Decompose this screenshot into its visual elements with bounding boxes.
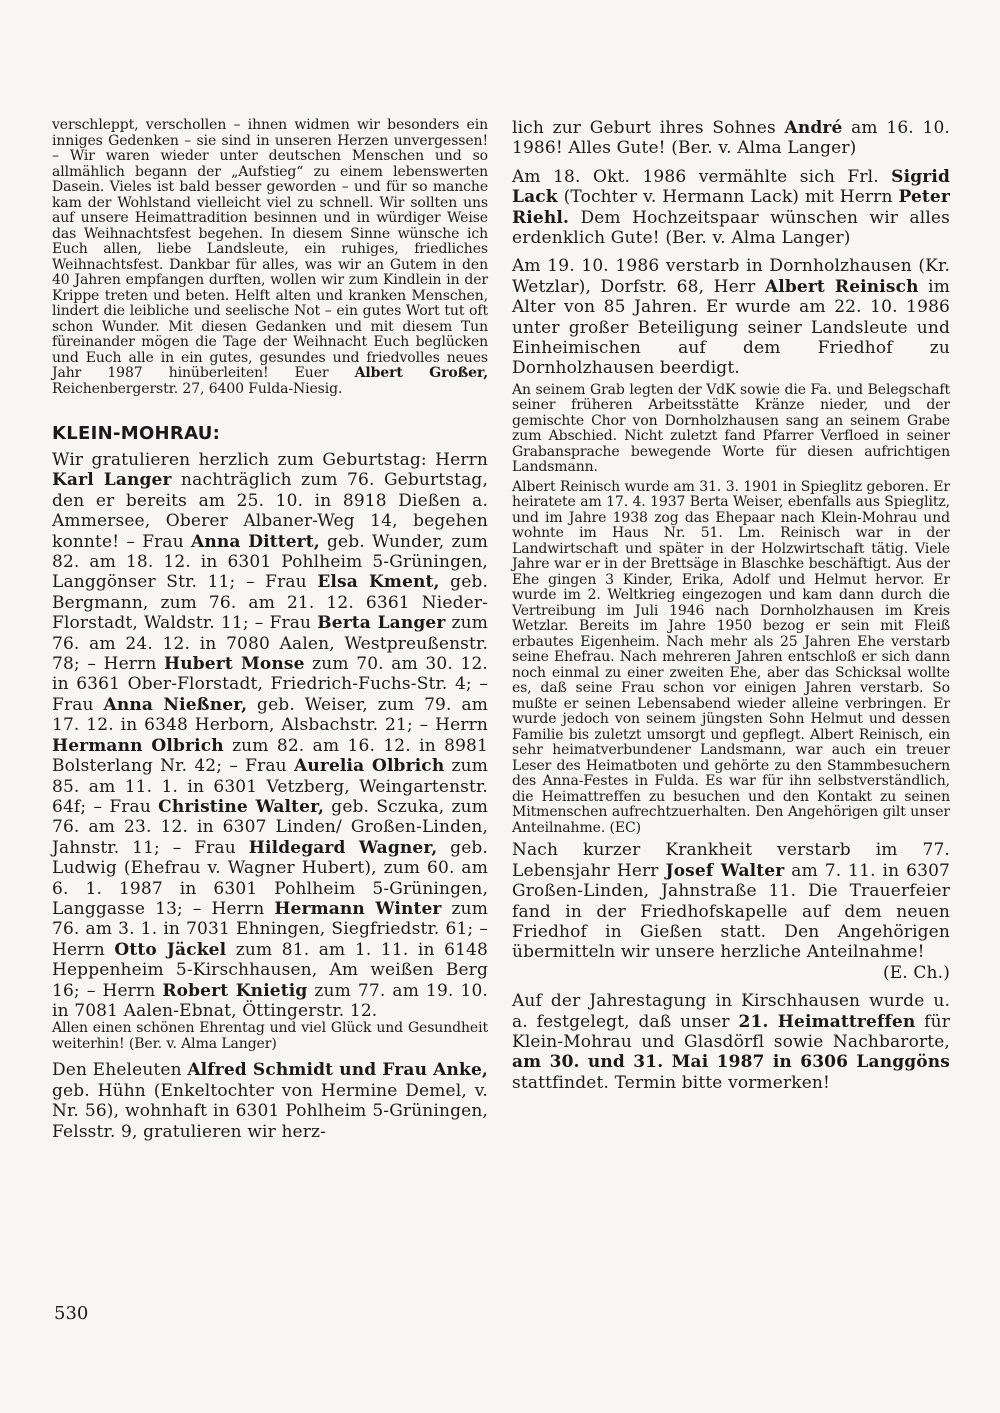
- meeting-announcement: Auf der Jahrestagung in Kirschhausen wurde u. a. festgelegt, daß unser 21. Heimattreffen für Klein-Mohrau und Glasdörfl sowie Nachbarorte, am 30. und 31. Mai 1987 in 6306 Langgöns stattfindet. Termin bitte vormerken!: [512, 991, 950, 1093]
- author-name: Albert Großer,: [354, 365, 489, 381]
- birth-announcement-continued: lich zur Geburt ihres Sohnes André am 16. 10. 1986! Alles Gute! (Ber. v. Alma Langer): [512, 118, 950, 159]
- wedding-announcement: Am 18. Okt. 1986 vermählte sich Frl. Sigrid Lack (Tochter v. Hermann Lack) mit Herrn Peter Riehl. Dem Hochzeitspaar wünschen wir alles erdenklich Gute! (Ber. v. Alma Langer): [512, 166, 950, 249]
- page-number: 530: [54, 1303, 89, 1324]
- birth-announcement: Den Eheleuten Alfred Schmidt und Frau Anke, geb. Hühn (Enkeltochter von Hermine Demel, v. Nr. 56), wohnhaft in 6301 Pohlheim 5-Grüningen, Felsstr. 9, gratulieren wir herz-: [52, 1060, 488, 1142]
- section-heading-klein-mohrau: KLEIN-MOHRAU:: [52, 423, 221, 444]
- left-column: [52, 118, 488, 1142]
- biography: Albert Reinisch wurde am 31. 3. 1901 in Spieglitz geboren. Er heiratete am 17. 4. 1937 Berta Weiser, ebenfalls aus Spieglitz, und im Jahre 1938 zog das Ehepaar nach Klein-Mohrau und wohnte im Haus Nr. 51. Lm. Reinisch war in der Landwirtschaft und später in der Holzwirtschaft tätig. Viele Jahre war er in der Brettsäge in Blaschke beschäftigt. Aus der Ehe gingen 3 Kinder, Erika, Adolf und Helmut hervor. Er wurde im 2. Weltkrieg eingezogen und kam dann durch die Vertreibung im Juli 1946 nach Dornholzhausen im Kreis Wetzlar. Bereits im Jahre 1950 bezog er sein mit Fleiß erbautes Eigenheim. Nach mehr als 25 Jahren Ehe verstarb seine Ehefrau. Nach mehreren Jahren entschloß er sich dann noch einmal zu einer zweiten Ehe, aber das Schicksal wollte es, daß seine Frau schon vor einigen Jahren verstarb. So mußte er seinen Lebensabend wieder alleine verbringen. Er wurde jedoch von seinem jüngsten Sohn Helmut und dessen Familie bis zuletzt umsorgt und gepflegt. Albert Reinisch, ein sehr heimatverbundener Landsmann, war auch ein treuer Leser des Heimatboten und gehörte zu den Stammbesuchern des Anna-Festes in Fulda. Es war für ihn selbstverständlich, die Heimattreffen zu besuchen und den Kontakt zu seinen Mitmenschen aufrechtzuerhalten. Den Angehörigen gilt unser Anteilnahme. (EC): [512, 478, 950, 836]
- obituary-josef-walter: Nach kurzer Krankheit verstarb im 77. Lebensjahr Herr Josef Walter am 7. 11. in 6307 Großen-Linden, Jahnstraße 11. Die Trauerfeier fand in der Friedhofskapelle auf dem neuen Friedhof in Gießen statt. Den Angehörigen übermitteln wir unsere herzliche Anteilnahme! (E. Ch.): [512, 840, 951, 983]
- birthday-wishes: Allen einen schönen Ehrentag und viel Glück und Gesundheit weiterhin! (Ber. v. Alma Langer): [52, 1020, 488, 1052]
- obituary-signature: (E. Ch.): [882, 962, 950, 983]
- birthday-congratulations: Wir gratulieren herzlich zum Geburtstag: Herrn Karl Langer nachträglich zum 76. Geburtstag, den er bereits am 25. 10. in 8918 Dießen a. Ammersee, Oberer Albaner-Weg 14, begehen konnte! – Frau Anna Dittert, geb. Wunder, zum 82. am 18. 12. in 6301 Pohlheim 5-Grüningen, Langgönser Str. 11; – Frau Elsa Kment, geb. Bergmann, zum 76. am 21. 12. 6361 Nieder-Florstadt, Waldstr. 11; – Frau Berta Langer zum 76. am 24. 12. in 7080 Aalen, Westpreußenstr. 78; – Herrn Hubert Monse zum 70. am 30. 12. in 6361 Ober-Florstadt, Friedrich-Fuchs-Str. 4; – Frau Anna Nießner, geb. Weiser, zum 79. am 17. 12. in 6348 Herborn, Alsbachstr. 21; – Herrn Hermann Olbrich zum 82. am 16. 12. in 8981 Bolsterlang Nr. 42; – Frau Aurelia Olbrich zum 85. am 11. 1. in 6301 Vetzberg, Weingartenstr. 64f; – Frau Christine Walter, geb. Sczuka, zum 76. am 23. 12. in 6307 Linden/ Großen-Linden, Jahnstr. 11; – Frau Hildegard Wagner, geb. Ludwig (Ehefrau v. Wagner Hubert), zum 60. am 6. 1. 1987 in 6301 Pohlheim 5-Grüningen, Langgasse 13; – Herrn Hermann Winter zum 76. am 3. 1. in 7031 Ehningen, Siegfriedstr. 61; – Herrn Otto Jäckel zum 81. am 1. 11. in 6148 Heppenheim 5-Kirschhausen, Am weißen Berg 16; – Herrn Robert Knietig zum 77. am 19. 10. in 7081 Aalen-Ebnat, Öttingerstr. 12.: [52, 450, 489, 1021]
- funeral-details: An seinem Grab legten der VdK sowie die Fa. und Belegschaft seiner früheren Arbeitsstätte Kränze nieder, und der gemischte Chor von Dornholzhausen sang an seinem Grabe zum Abschied. Nicht zuletzt fand Pfarrer Verfloed in seiner Grabansprache bewegende Worte für diesen aufrichtigen Landsmann.: [512, 381, 950, 476]
- right-column: [512, 118, 950, 1093]
- christmas-greeting: verschleppt, verschollen – ihnen widmen wir besonders ein inniges Gedenken – sie sind in unseren Herzen unvergessen! – Wir waren wieder unter deutschen Menschen und so allmählich begann der „Aufstieg“ zu einem lebenswerten Dasein. Vieles ist bald besser geworden – und für so manche kam der Wohlstand vielleicht viel zu schnell. Wir sollten uns auf unsere Heimattradition besinnen und in würdiger Weise das Weihnachtsfest begehen. In diesem Sinne wünsche ich Euch allen, liebe Landsleute, ein ruhiges, friedliches Weihnachtsfest. Dankbar für alles, was wir an Gutem in den 40 Jahren empfangen durften, wollen wir zum Kindlein in der Krippe treten und beten. Helft alten und kranken Menschen, lindert die leibliche und seelische Not – ein gutes Wort tut oft schon Wunder. Mit diesen Gedanken und mit diesem Tun füreinander mögen die Tage der Weihnacht Euch beglücken und Euch alle in ein gutes, gesundes und friedvolles neues Jahr 1987 hinüberleiten! Euer Albert Großer, Reichenbergerstr. 27, 6400 Fulda-Niesig.: [52, 117, 489, 397]
- obituary-albert-reinisch: Am 19. 10. 1986 verstarb in Dornholzhausen (Kr. Wetzlar), Dorfstr. 68, Herr Albert Reinisch im Alter von 85 Jahren. Er wurde am 22. 10. 1986 unter großer Beteiligung seiner Landsleute und Einheimischen auf dem Friedhof zu Dornholzhausen beerdigt.: [512, 256, 950, 379]
